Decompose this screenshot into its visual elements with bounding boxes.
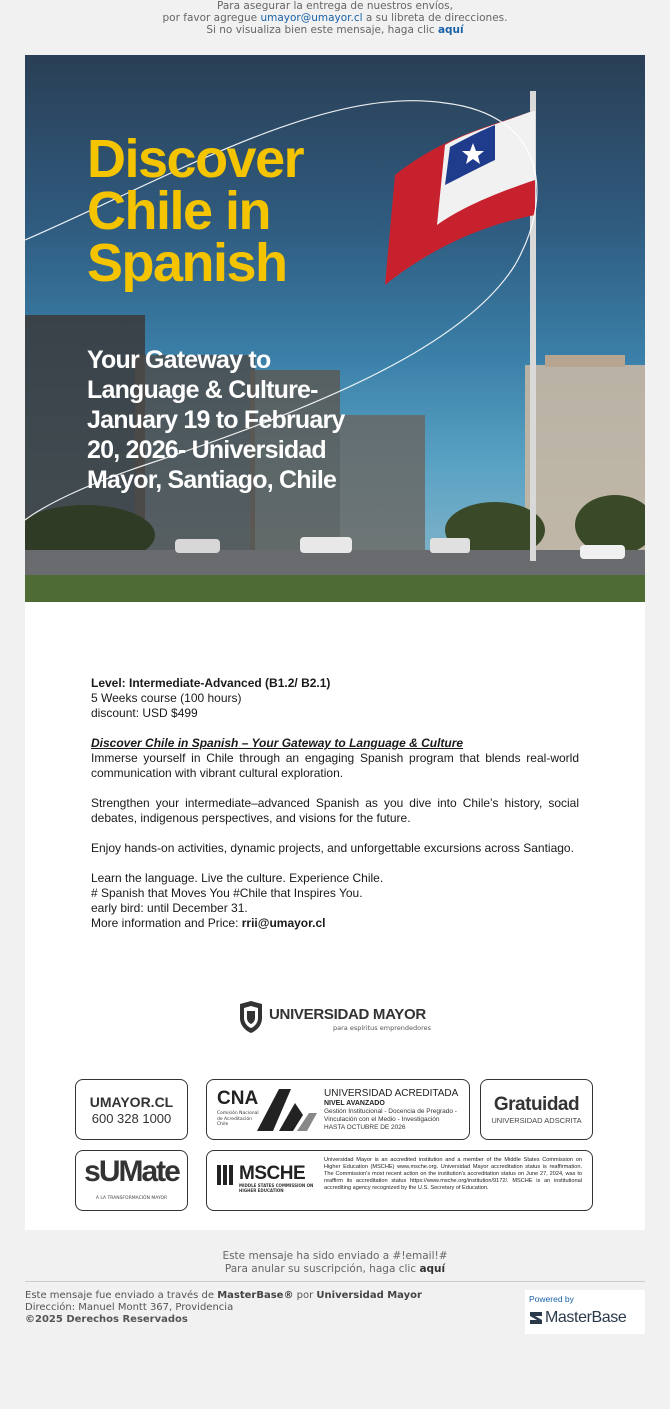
contact-email-link[interactable]: rrii@umayor.cl (241, 916, 326, 930)
footer-sender-info (25, 1290, 485, 1326)
hero-title-line: Spanish (87, 233, 287, 293)
closing-line-1: Learn the language. Live the culture. Experience Chile. (91, 871, 384, 885)
sent-via-prefix: Este mensaje fue enviado a través de (25, 1290, 218, 1301)
preheader (0, 0, 670, 36)
unsubscribe-link[interactable]: aquí (419, 1263, 446, 1275)
shield-icon (237, 1000, 265, 1034)
sent-via-platform: MasterBase® (217, 1290, 294, 1301)
cna-title: UNIVERSIDAD ACREDITADA (324, 1088, 459, 1099)
closing-line-4-prefix: More information and Price: (91, 916, 242, 930)
hero-banner[interactable] (25, 55, 645, 602)
cna-level: NIVEL AVANZADO (324, 1100, 385, 1107)
cna-subtitle: Comisión Nacional de Acreditación Chile (217, 1111, 259, 1127)
hero-subtitle (87, 345, 387, 495)
msche-badge[interactable] (206, 1150, 593, 1211)
sent-via-sender: Universidad Mayor (316, 1290, 422, 1301)
closing-line-3: early bird: until December 31. (91, 901, 248, 915)
hero-title (87, 129, 387, 293)
umayor-phone: 600 328 1000 (91, 1111, 172, 1126)
gratuidad-badge[interactable] (480, 1079, 593, 1140)
cna-until: HASTA OCTUBRE DE 2026 (324, 1124, 406, 1131)
sumate-badge[interactable] (75, 1150, 188, 1211)
powered-by-masterbase[interactable] (525, 1290, 645, 1334)
paragraph-3: Enjoy hands-on activities, dynamic projects, and unforgettable excursions across Santiago. (91, 841, 574, 855)
sumate-subtitle: A LA TRANSFORMACIÓN MAYOR (95, 1196, 168, 1201)
view-online-link[interactable]: aquí (437, 24, 464, 36)
paragraph-2: Strengthen your intermediate–advanced Spanish as you dive into Chile’s history, social debates, indigenous perspectives, and visions for the future. (91, 796, 579, 825)
cna-mark-icon (257, 1089, 319, 1131)
preheader-line-2 (0, 12, 670, 24)
cna-areas (324, 1108, 464, 1132)
sender-address: Dirección: Manuel Montt 367, Providencia (25, 1302, 234, 1313)
powered-by-label: Powered by (529, 1294, 574, 1304)
hero-title-line: Chile in (87, 181, 271, 241)
logo-tagline: para espíritus emprendedores (333, 1024, 431, 1032)
footer-divider (25, 1281, 645, 1282)
hero-subtitle-line: January 19 to February (87, 406, 345, 434)
email-content (25, 602, 645, 1230)
msche-bars-icon (217, 1165, 237, 1185)
preheader-line-3-prefix: Si no visualiza bien este mensaje, haga clic (206, 24, 438, 36)
masterbase-logo-icon (529, 1311, 543, 1325)
msche-subtitle: MIDDLE STATES COMMISSION ON HIGHER EDUCATION (239, 1183, 314, 1193)
footer-notice (0, 1250, 670, 1276)
cna-accreditation-badge[interactable] (206, 1079, 470, 1140)
preheader-line-2-suffix: a su libreta de direcciones. (362, 12, 508, 24)
cna-areas-text: Gestión Institucional - Docencia de Pregrado - Vinculación con el Medio - Investigación (324, 1108, 457, 1123)
preheader-line-2-prefix: por favor agregue (162, 12, 261, 24)
hero-subtitle-line: Mayor, Santiago, Chile (87, 466, 337, 494)
sent-to-text: Este mensaje ha sido enviado a #!email!# (222, 1250, 448, 1262)
preheader-line-1: Para asegurar la entrega de nuestros envíos, (217, 0, 453, 12)
course-level: Level: Intermediate-Advanced (B1.2/ B2.1) (91, 676, 331, 690)
umayor-domain: UMAYOR.CL (89, 1094, 174, 1110)
hero-subtitle-line: 20, 2026- Universidad (87, 436, 326, 464)
preheader-line-3 (0, 24, 670, 36)
hero-subtitle-line: Language & Culture- (87, 376, 318, 404)
unsubscribe-line (0, 1263, 670, 1276)
sent-via-line (25, 1290, 485, 1302)
msche-statement: Universidad Mayor is an accredited institution and a member of the Middle States Commission on Higher Education (MSCHE) www.msche.org. Universidad Mayor accreditation status is reaffirmation. The Commission's most recent action on the institution's accreditation status on June 27, 2024, was to reaffirm its accreditation status https://www.msche.org/institution/9172/. MSCHE is an institutional accrediting agency recognized by the U.S. Secretary of Education. (324, 1157, 582, 1191)
closing-line-2: # Spanish that Moves You #Chile that Inspires You. (91, 886, 363, 900)
sumate-title: sUMate (84, 1155, 179, 1188)
cna-name: CNA (217, 1088, 259, 1109)
copyright: ©2025 Derechos Reservados (25, 1314, 188, 1325)
msche-name: MSCHE (239, 1163, 306, 1184)
preheader-email-link[interactable]: umayor@umayor.cl (260, 12, 363, 24)
hero-title-line: Discover (87, 129, 304, 189)
masterbase-brand: MasterBase (545, 1309, 627, 1326)
gratuidad-subtitle: UNIVERSIDAD ADSCRITA (491, 1116, 582, 1125)
paragraph-1: Immerse yourself in Chile through an engaging Spanish program that blends real-world communication with vibrant cultural exploration. (91, 751, 579, 780)
logo-name: UNIVERSIDAD MAYOR (269, 1006, 426, 1023)
course-duration: 5 Weeks course (100 hours) (91, 691, 242, 705)
sent-via-mid: por (293, 1290, 317, 1301)
unsubscribe-prefix: Para anular su suscripción, haga clic (224, 1263, 420, 1275)
course-description (91, 676, 579, 946)
course-discount: discount: USD $499 (91, 706, 198, 720)
universidad-mayor-logo[interactable] (237, 998, 437, 1034)
umayor-contact-badge[interactable] (75, 1079, 188, 1140)
hero-subtitle-line: Your Gateway to (87, 346, 271, 374)
course-heading: Discover Chile in Spanish – Your Gateway to Language & Culture (91, 736, 464, 750)
gratuidad-title: Gratuidad (493, 1094, 580, 1115)
